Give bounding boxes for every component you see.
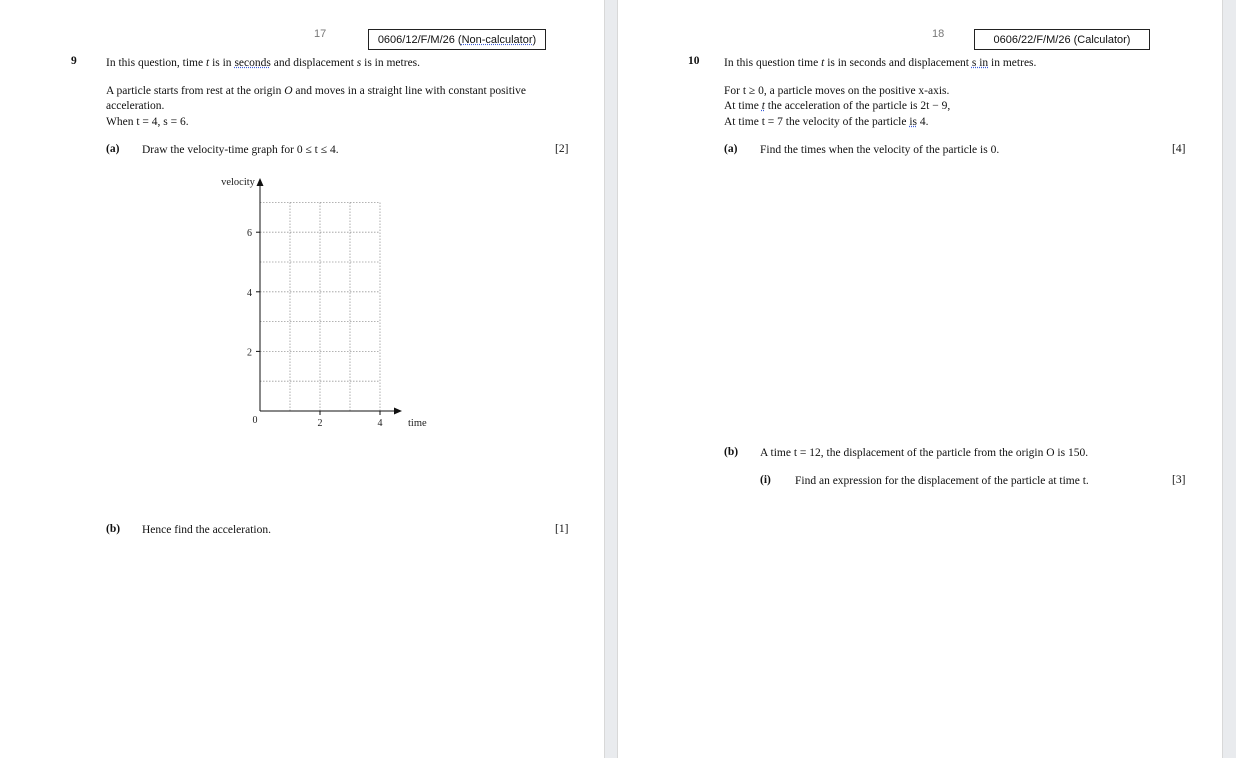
y-tick-label: 6 (247, 228, 252, 240)
x-axis-label: time (408, 418, 427, 429)
paper-code-prefix: 0606/12/F/M/26 ( (377, 34, 462, 46)
part-b-marks: [1] (555, 523, 569, 535)
statement-line-3 (724, 114, 929, 130)
y-axis-arrow (257, 178, 264, 186)
statement-line-1 (106, 83, 526, 99)
y-tick-label: 4 (247, 287, 252, 299)
statement-text: and moves in a straight line with constant positive (292, 85, 526, 97)
part-b-i-label: (i) (760, 474, 771, 486)
intro-var-t: t (205, 57, 210, 69)
question-number: 10 (688, 55, 700, 67)
part-a-text: Draw the velocity-time graph for 0 ≤ t ≤ 4. (142, 144, 339, 156)
scrollbar-gutter[interactable] (1222, 0, 1236, 758)
origin-label: 0 (252, 415, 258, 426)
statement-text: A particle starts from rest at the origin (106, 85, 285, 97)
statement-is: is (909, 116, 917, 128)
intro-seconds: seconds (234, 57, 271, 69)
x-tick-label: 2 (317, 418, 323, 429)
statement-line-2: acceleration. (106, 100, 165, 112)
page-number: 18 (932, 28, 945, 40)
x-axis-arrow (394, 408, 402, 415)
statement-var-t: t (761, 100, 765, 112)
right-document-page (618, 0, 1222, 758)
statement-text: At time t = 7 the velocity of the particle (724, 116, 910, 128)
part-b-i-marks: [3] (1172, 474, 1186, 486)
paper-code-suffix: ) (532, 34, 537, 46)
y-axis-label: velocity (221, 177, 255, 188)
part-a-label: (a) (106, 143, 120, 155)
left-document-page (0, 0, 604, 758)
statement-line-3: When t = 4, s = 6. (106, 116, 189, 128)
statement-text: the acceleration of the particle is 2t − 9, (764, 100, 951, 112)
part-b-text: Hence find the acceleration. (142, 524, 271, 536)
part-b-label: (b) (106, 523, 121, 535)
part-a-marks: [4] (1172, 143, 1186, 155)
part-b-i-text: Find an expression for the displacement of the particle at time t. (795, 475, 1089, 487)
statement-text: 4. (917, 116, 929, 128)
velocity-time-graph[interactable] (200, 170, 440, 440)
part-a-marks: [2] (555, 143, 569, 155)
page-number: 17 (314, 28, 327, 40)
statement-line-1: For t ≥ 0, a particle moves on the positive x-axis. (724, 85, 950, 97)
paper-code-box: 0606/22/F/M/26 (Calculator) (974, 29, 1150, 50)
page-gutter (604, 0, 618, 758)
question-intro (106, 55, 420, 71)
part-a-text: Find the times when the velocity of the particle is 0. (760, 144, 1000, 156)
part-b-text: A time t = 12, the displacement of the particle from the origin O is 150. (760, 447, 1089, 459)
part-a-label: (a) (724, 143, 738, 155)
intro-text: in metres. (988, 57, 1037, 69)
part-b-label: (b) (724, 446, 739, 458)
intro-text: and displacement (270, 57, 357, 69)
y-tick-label: 2 (247, 347, 252, 359)
statement-line-2 (724, 98, 950, 114)
intro-text: is in (209, 57, 235, 69)
intro-s-in: s in (971, 57, 989, 69)
paper-code-link: Non-calculator (461, 34, 533, 46)
question-number: 9 (71, 55, 77, 67)
intro-text: is in metres. (361, 57, 421, 69)
intro-text: In this question time (724, 57, 822, 69)
intro-text: In this question, time (106, 57, 206, 69)
intro-text: is in seconds and displacement (824, 57, 972, 69)
paper-code-box (368, 29, 546, 50)
statement-var-o: O (284, 85, 293, 97)
intro-var-t: t (821, 57, 825, 69)
statement-text: At time (724, 100, 762, 112)
x-tick-label: 4 (377, 418, 383, 429)
question-intro (724, 55, 1036, 71)
intro-var-s: s (356, 57, 362, 69)
